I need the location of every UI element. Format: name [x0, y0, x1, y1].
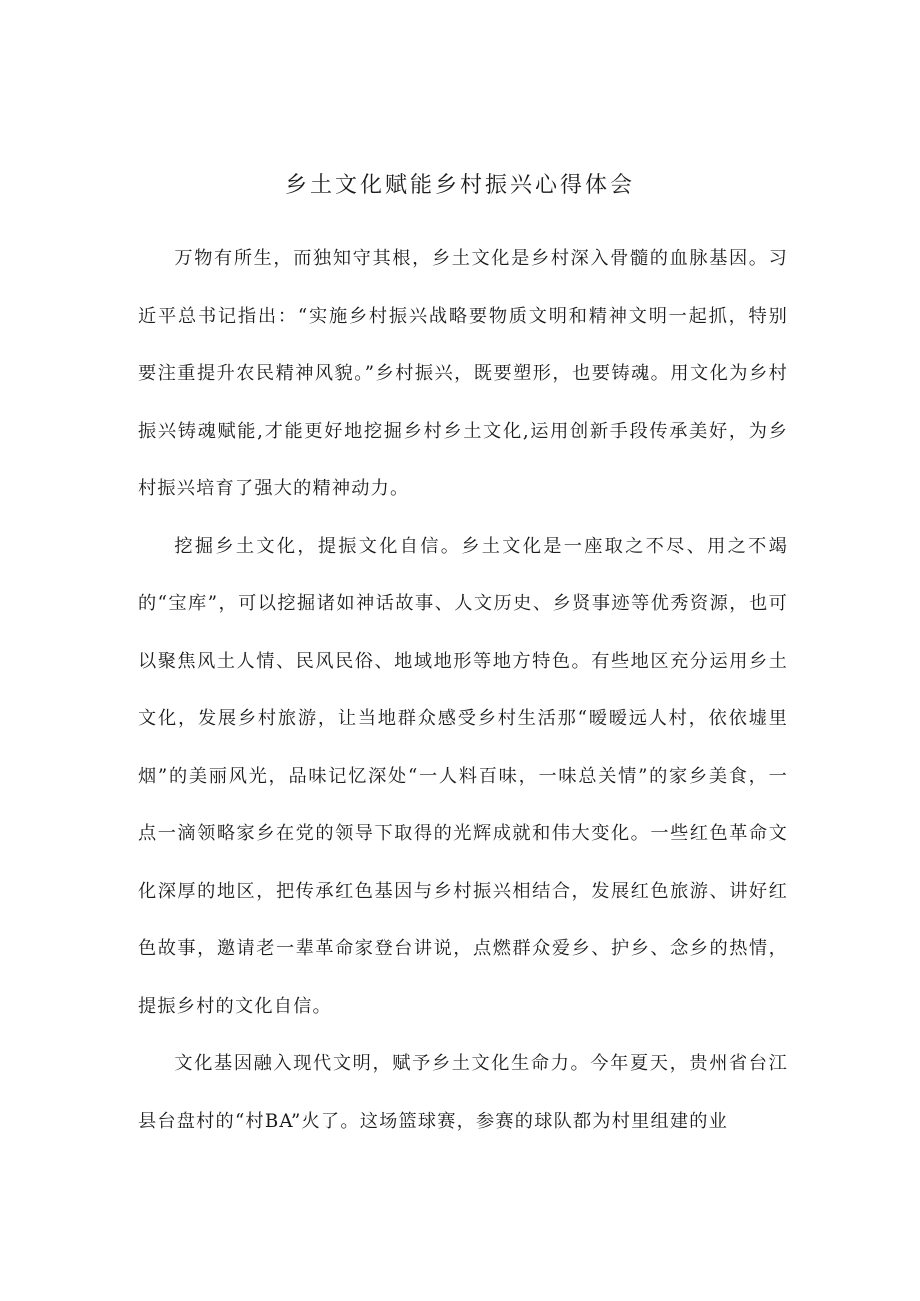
document-body: [138, 230, 788, 1150]
paragraph-1: 万物有所生，而独知守其根，乡土文化是乡村深入骨髓的血脉基因。习近平总书记指出：“实施乡村振兴战略要物质文明和精神文明一起抓，特别要注重提升农民精神风貌。”乡村振兴，既要塑形，也要铸魂。用文化为乡村振兴铸魂赋能,才能更好地挖掘乡村乡土文化,运用创新手段传承美好，为乡村振兴培育了强大的精神动力。: [138, 248, 788, 499]
document-title: 乡土文化赋能乡村振兴心得体会: [284, 173, 635, 198]
paragraph-3: 文化基因融入现代文明，赋予乡土文化生命力。今年夏天，贵州省台江县台盘村的“村BA”火了。这场篮球赛，参赛的球队都为村里组建的业: [138, 1053, 788, 1132]
paragraph-2: 挖掘乡土文化，提振文化自信。乡土文化是一座取之不尽、用之不竭的“宝库”，可以挖掘诸如神话故事、人文历史、乡贤事迹等优秀资源，也可以聚焦风土人情、民风民俗、地域地形等地方特色。有些地区充分运用乡土文化，发展乡村旅游，让当地群众感受乡村生活那“暧暧远人村，依依墟里烟”的美丽风光，品味记忆深处“一人料百味，一味总关情”的家乡美食，一点一滴领略家乡在党的领导下取得的光辉成就和伟大变化。一些红色革命文化深厚的地区，把传承红色基因与乡村振兴相结合，发展红色旅游、讲好红色故事，邀请老一辈革命家登台讲说，点燃群众爱乡、护乡、念乡的热情，提振乡村的文化自信。: [138, 535, 788, 1017]
